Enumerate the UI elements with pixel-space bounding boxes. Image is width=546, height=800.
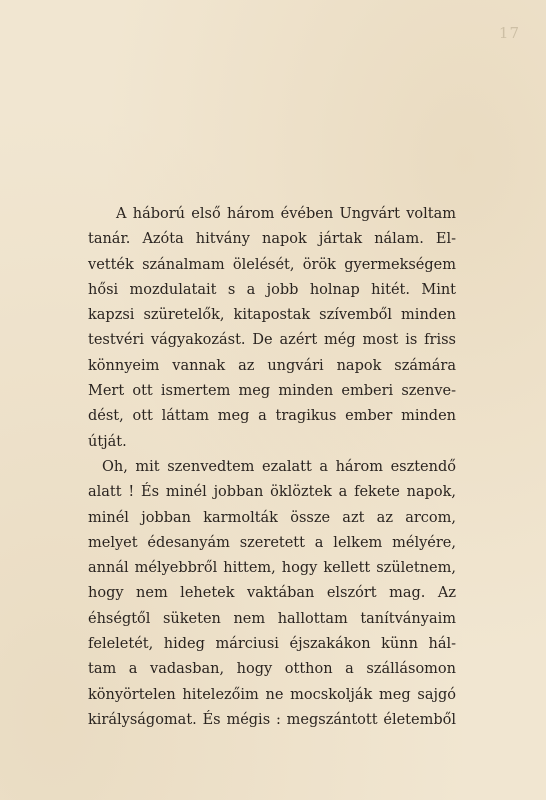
text-line: hogy nem lehetek vaktában elszórt mag. Az: [88, 585, 456, 602]
page-number: 17: [498, 24, 520, 42]
text-line: A háború első három évében Ungvárt voltam: [116, 206, 456, 222]
paragraph-1: [88, 202, 456, 455]
text-line: kapzsi szüretelők, kitapostak szívemből minden: [88, 307, 456, 324]
text-line: éhségtől süketen nem hallottam tanítványaim: [88, 610, 456, 627]
text-line: hősi mozdulatait s a jobb holnap hitét. Mint: [88, 281, 456, 298]
text-line: minél jobban karmolták össze azt az arcom,: [88, 509, 456, 526]
text-line: testvéri vágyakozást. De azért még most is friss: [88, 332, 456, 349]
text-line: annál mélyebbről hittem, hogy kellett születnem,: [88, 560, 456, 577]
text-line: könnyeim vannak az ungvári napok számára: [88, 357, 456, 374]
text-line: tanár. Azóta hitvány napok jártak nálam. El-: [88, 231, 456, 248]
text-line: királyságomat. És mégis : megszántott életemből: [88, 711, 456, 728]
text-line: könyörtelen hitelezőim ne mocskolják meg sajgó: [88, 686, 456, 703]
text-line: vették szánalmam ölelését, örök gyermekségem: [88, 256, 456, 273]
body-text: [88, 202, 456, 733]
text-line: tam a vadasban, hogy otthon a szállásomon: [88, 661, 456, 678]
paragraph-2: [88, 455, 456, 733]
text-line: feleletét, hideg márciusi éjszakákon künn hál-: [88, 636, 456, 653]
text-line: Oh, mit szenvedtem ezalatt a három esztendő: [102, 458, 456, 475]
text-line: dést, ott láttam meg a tragikus ember minden: [88, 408, 456, 425]
text-line: alatt ! És minél jobban öklöztek a fekete napok,: [88, 484, 456, 501]
text-line: melyet édesanyám szeretett a lelkem mélyére,: [88, 534, 456, 551]
text-line: Mert ott ismertem meg minden emberi szenve-: [88, 383, 456, 400]
text-line: útját.: [88, 433, 127, 450]
